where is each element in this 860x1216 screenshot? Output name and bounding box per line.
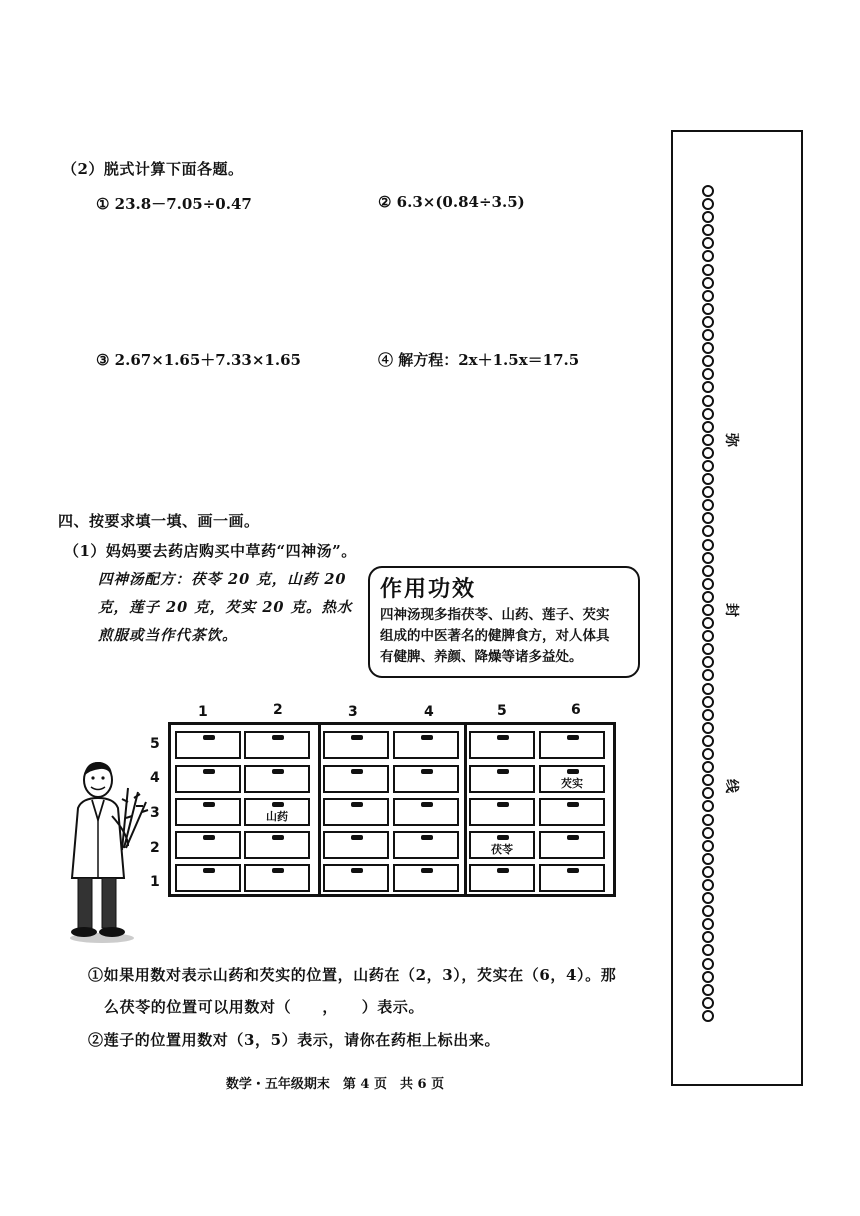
binding-hole xyxy=(702,630,714,642)
cabinet-divider xyxy=(464,725,467,894)
drawer-4-2[interactable] xyxy=(393,831,459,859)
drawer-5-1[interactable] xyxy=(469,864,535,892)
drawer-handle xyxy=(497,769,509,774)
problem-3: ③ 2.67×1.65＋7.33×1.65 xyxy=(96,351,301,369)
drawer-handle xyxy=(567,835,579,840)
drawer-2-2[interactable] xyxy=(244,831,310,859)
binding-hole xyxy=(702,905,714,917)
binding-hole xyxy=(702,277,714,289)
col-label-5: 5 xyxy=(497,703,507,719)
pharmacist-illustration xyxy=(62,758,154,944)
row-label-4: 4 xyxy=(150,770,160,786)
drawer-handle xyxy=(203,835,215,840)
recipe-line-3: 煎服或当作代茶饮。 xyxy=(98,627,238,644)
drawer-handle xyxy=(497,835,509,840)
binding-hole xyxy=(702,198,714,210)
binding-hole xyxy=(702,303,714,315)
binding-hole xyxy=(702,774,714,786)
drawer-handle xyxy=(351,735,363,740)
binding-hole xyxy=(702,525,714,537)
drawer-1-1[interactable] xyxy=(175,864,241,892)
effect-title: 作用功效 xyxy=(380,577,477,602)
drawer-6-5[interactable] xyxy=(539,731,605,759)
binding-hole xyxy=(702,761,714,773)
binding-hole xyxy=(702,814,714,826)
drawer-handle xyxy=(351,868,363,873)
binding-char-2: 封 xyxy=(723,603,739,617)
drawer-handle xyxy=(203,769,215,774)
drawer-1-3[interactable] xyxy=(175,798,241,826)
recipe-line-2: 克，莲子 20 克，芡实 20 克。热水 xyxy=(98,599,353,616)
drawer-label: 茯苓 xyxy=(491,843,513,856)
problem-2: ② 6.3×(0.84÷3.5) xyxy=(378,193,525,211)
binding-hole xyxy=(702,460,714,472)
effect-line-2: 组成的中医著名的健脾食方，对人体具 xyxy=(380,628,610,644)
drawer-handle xyxy=(272,835,284,840)
drawer-handle xyxy=(272,769,284,774)
col-label-3: 3 xyxy=(348,704,358,720)
subquestion-1-line1: ①如果用数对表示山药和芡实的位置，山药在（2，3），芡实在（6，4）。那 xyxy=(88,966,617,984)
drawer-2-4[interactable] xyxy=(244,765,310,793)
binding-hole xyxy=(702,565,714,577)
drawer-5-5[interactable] xyxy=(469,731,535,759)
binding-hole xyxy=(702,329,714,341)
drawer-4-3[interactable] xyxy=(393,798,459,826)
binding-hole xyxy=(702,840,714,852)
col-label-2: 2 xyxy=(273,702,283,718)
col-label-4: 4 xyxy=(424,704,434,720)
drawer-label: 山药 xyxy=(266,810,288,823)
effect-box xyxy=(368,566,640,678)
drawer-4-1[interactable] xyxy=(393,864,459,892)
binding-hole xyxy=(702,395,714,407)
medicine-cabinet[interactable] xyxy=(168,722,616,897)
part2-heading: （2）脱式计算下面各题。 xyxy=(62,160,244,178)
row-label-3: 3 xyxy=(150,805,160,821)
binding-hole xyxy=(702,787,714,799)
binding-hole xyxy=(702,709,714,721)
drawer-6-4[interactable] xyxy=(539,765,605,793)
binding-hole xyxy=(702,473,714,485)
binding-hole xyxy=(702,264,714,276)
drawer-handle xyxy=(497,735,509,740)
drawer-5-4[interactable] xyxy=(469,765,535,793)
binding-hole xyxy=(702,185,714,197)
drawer-3-2[interactable] xyxy=(323,831,389,859)
drawer-handle xyxy=(421,802,433,807)
binding-char-1: 弥 xyxy=(723,433,739,447)
binding-holes xyxy=(702,185,722,1023)
drawer-2-5[interactable] xyxy=(244,731,310,759)
recipe-line-1: 四神汤配方：茯苓 20 克，山药 20 xyxy=(98,571,347,588)
subquestion-1-line2: 么茯苓的位置可以用数对（ ， ）表示。 xyxy=(104,998,425,1016)
binding-hole xyxy=(702,643,714,655)
binding-hole xyxy=(702,853,714,865)
binding-hole xyxy=(702,722,714,734)
drawer-handle xyxy=(351,835,363,840)
drawer-handle xyxy=(272,868,284,873)
drawer-handle xyxy=(272,735,284,740)
binding-hole xyxy=(702,591,714,603)
binding-hole xyxy=(702,499,714,511)
drawer-1-2[interactable] xyxy=(175,831,241,859)
binding-hole xyxy=(702,381,714,393)
drawer-4-5[interactable] xyxy=(393,731,459,759)
drawer-handle xyxy=(497,868,509,873)
binding-hole xyxy=(702,958,714,970)
binding-hole xyxy=(702,879,714,891)
binding-hole xyxy=(702,552,714,564)
binding-hole xyxy=(702,512,714,524)
drawer-3-3[interactable] xyxy=(323,798,389,826)
binding-char-3: 线 xyxy=(723,779,739,793)
cabinet-divider xyxy=(318,725,321,894)
problem-1: ① 23.8－7.05÷0.47 xyxy=(96,195,252,213)
binding-hole xyxy=(702,866,714,878)
binding-hole xyxy=(702,342,714,354)
binding-hole xyxy=(702,250,714,262)
binding-hole xyxy=(702,447,714,459)
binding-hole xyxy=(702,827,714,839)
drawer-handle xyxy=(497,802,509,807)
drawer-handle xyxy=(421,735,433,740)
binding-hole xyxy=(702,211,714,223)
binding-hole xyxy=(702,1010,714,1022)
row-label-5: 5 xyxy=(150,736,160,752)
binding-hole xyxy=(702,683,714,695)
binding-hole xyxy=(702,997,714,1009)
binding-hole xyxy=(702,316,714,328)
drawer-handle xyxy=(421,868,433,873)
drawer-handle xyxy=(272,802,284,807)
binding-hole xyxy=(702,696,714,708)
page-footer: 数学・五年级期末 第 4 页 共 6 页 xyxy=(225,1077,445,1092)
drawer-handle xyxy=(567,769,579,774)
drawer-2-1[interactable] xyxy=(244,864,310,892)
drawer-handle xyxy=(351,769,363,774)
drawer-6-2[interactable] xyxy=(539,831,605,859)
drawer-4-4[interactable] xyxy=(393,765,459,793)
binding-hole xyxy=(702,408,714,420)
drawer-3-4[interactable] xyxy=(323,765,389,793)
row-label-2: 2 xyxy=(150,840,160,856)
drawer-handle xyxy=(421,835,433,840)
drawer-1-4[interactable] xyxy=(175,765,241,793)
binding-hole xyxy=(702,984,714,996)
binding-hole xyxy=(702,669,714,681)
drawer-handle xyxy=(203,735,215,740)
binding-hole xyxy=(702,656,714,668)
question-1: （1）妈妈要去药店购买中草药“四神汤”。 xyxy=(64,542,357,560)
section4-heading: 四、按要求填一填、画一画。 xyxy=(58,512,260,530)
drawer-5-2[interactable] xyxy=(469,831,535,859)
effect-line-3: 有健脾、养颜、降燥等诸多益处。 xyxy=(380,649,583,665)
drawer-3-1[interactable] xyxy=(323,864,389,892)
binding-hole xyxy=(702,800,714,812)
effect-line-1: 四神汤现多指茯苓、山药、莲子、芡实 xyxy=(380,607,610,623)
binding-hole xyxy=(702,368,714,380)
binding-hole xyxy=(702,604,714,616)
recipe-text xyxy=(98,566,353,650)
problem-4: ④ 解方程：2x＋1.5x＝17.5 xyxy=(378,351,580,369)
binding-hole xyxy=(702,892,714,904)
binding-hole xyxy=(702,971,714,983)
drawer-handle xyxy=(567,735,579,740)
drawer-1-5[interactable] xyxy=(175,731,241,759)
binding-hole xyxy=(702,578,714,590)
drawer-label: 芡实 xyxy=(561,777,583,790)
binding-hole xyxy=(702,748,714,760)
drawer-handle xyxy=(203,868,215,873)
binding-hole xyxy=(702,735,714,747)
subquestion-2: ②莲子的位置用数对（3，5）表示，请你在药柜上标出来。 xyxy=(88,1031,501,1049)
binding-hole xyxy=(702,434,714,446)
binding-hole xyxy=(702,224,714,236)
binding-hole xyxy=(702,290,714,302)
drawer-5-3[interactable] xyxy=(469,798,535,826)
row-label-1: 1 xyxy=(150,874,160,890)
col-label-6: 6 xyxy=(571,702,581,718)
binding-hole xyxy=(702,539,714,551)
drawer-handle xyxy=(567,868,579,873)
effect-body xyxy=(380,605,628,668)
drawer-6-3[interactable] xyxy=(539,798,605,826)
binding-hole xyxy=(702,355,714,367)
drawer-handle xyxy=(351,802,363,807)
binding-hole xyxy=(702,918,714,930)
drawer-handle xyxy=(421,769,433,774)
binding-hole xyxy=(702,421,714,433)
col-label-1: 1 xyxy=(198,704,208,720)
binding-hole xyxy=(702,237,714,249)
binding-hole xyxy=(702,931,714,943)
drawer-handle xyxy=(203,802,215,807)
binding-hole xyxy=(702,617,714,629)
drawer-3-5[interactable] xyxy=(323,731,389,759)
drawer-handle xyxy=(567,802,579,807)
binding-hole xyxy=(702,944,714,956)
binding-hole xyxy=(702,486,714,498)
drawer-6-1[interactable] xyxy=(539,864,605,892)
drawer-2-3[interactable] xyxy=(244,798,310,826)
